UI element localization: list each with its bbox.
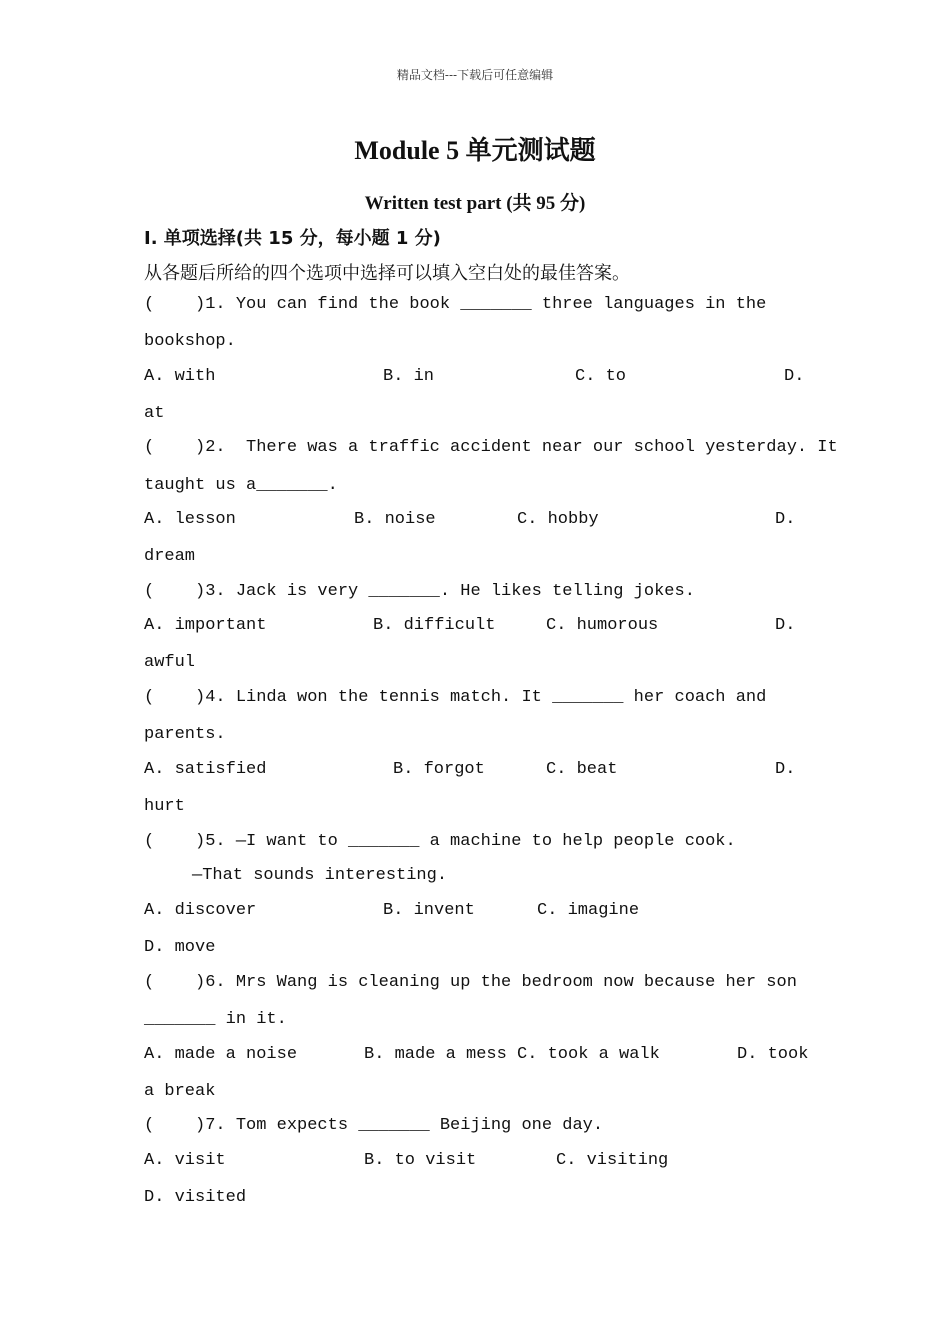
- option-c: C. to: [575, 367, 627, 386]
- question-stem: ( )2. There was a traffic accident near our school yesterday. It: [144, 438, 838, 457]
- option-b: B. to visit: [364, 1151, 477, 1170]
- option-b: B. noise: [354, 510, 436, 529]
- page-header-watermark: 精品文档---下载后可任意编辑: [396, 68, 554, 82]
- dialogue-reply: —That sounds interesting.: [192, 866, 448, 885]
- option-d: D. move: [144, 938, 216, 957]
- option-b: B. in: [383, 367, 435, 386]
- option-c: C. hobby: [517, 510, 599, 529]
- question-stem-continued: taught us a_______.: [144, 476, 338, 495]
- option-d: D.: [775, 760, 796, 779]
- option-a: A. lesson: [144, 510, 236, 529]
- option-c: C. beat: [546, 760, 618, 779]
- question-stem: ( )7. Tom expects _______ Beijing one day.: [144, 1116, 604, 1135]
- option-c: C. took a walk: [517, 1045, 660, 1064]
- option-a: A. visit: [144, 1151, 226, 1170]
- option-d-text: awful: [144, 653, 196, 672]
- option-d: D.: [784, 367, 805, 386]
- question-stem: ( )1. You can find the book _______ three languages in the: [144, 295, 767, 314]
- option-a: A. satisfied: [144, 760, 267, 779]
- option-d-text: at: [144, 404, 165, 423]
- option-b: B. invent: [383, 901, 475, 920]
- option-b: B. forgot: [393, 760, 485, 779]
- option-d: D.: [775, 510, 796, 529]
- option-a: A. discover: [144, 901, 257, 920]
- option-c: C. imagine: [537, 901, 640, 920]
- option-d-text: dream: [144, 547, 196, 566]
- section-instruction: 从各题后所给的四个选项中选择可以填入空白处的最佳答案。: [144, 263, 630, 284]
- option-d-text: a break: [144, 1082, 216, 1101]
- document-title: Module 5 单元测试题: [354, 136, 596, 165]
- question-stem-continued: bookshop.: [144, 332, 236, 351]
- option-a: A. important: [144, 616, 267, 635]
- question-stem: ( )4. Linda won the tennis match. It _______ her coach and: [144, 688, 767, 707]
- question-stem-continued: _______ in it.: [144, 1010, 287, 1029]
- option-d: D. visited: [144, 1188, 247, 1207]
- document-subtitle: Written test part (共 95 分): [364, 193, 586, 214]
- option-c: C. visiting: [556, 1151, 669, 1170]
- question-stem: ( )3. Jack is very _______. He likes telling jokes.: [144, 582, 695, 601]
- option-a: A. with: [144, 367, 216, 386]
- question-stem: ( )5. —I want to _______ a machine to help people cook.: [144, 832, 736, 851]
- option-b: B. difficult: [373, 616, 496, 635]
- option-b: B. made a mess: [364, 1045, 507, 1064]
- option-d: D. took: [737, 1045, 809, 1064]
- question-stem: ( )6. Mrs Wang is cleaning up the bedroom now because her son: [144, 973, 797, 992]
- section-heading: Ⅰ. 单项选择(共 15 分，每小题 1 分): [144, 228, 441, 249]
- option-c: C. humorous: [546, 616, 659, 635]
- question-stem-continued: parents.: [144, 725, 226, 744]
- option-d: D.: [775, 616, 796, 635]
- option-d-text: hurt: [144, 797, 185, 816]
- option-a: A. made a noise: [144, 1045, 298, 1064]
